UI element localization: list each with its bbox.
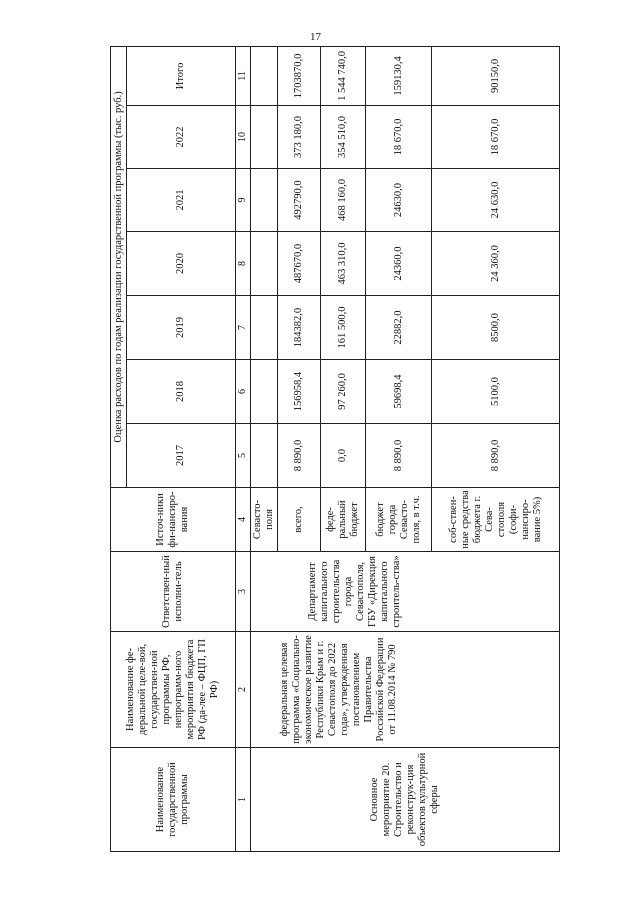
header-year: 2019: [127, 296, 236, 360]
index-cell: 4: [236, 488, 251, 552]
header-group: Оценка расходов по годам реализации государственной программы (тыс. руб.): [111, 46, 127, 487]
value-cell: 373 180,0: [278, 106, 321, 169]
source-cell: феде-ральный бюджет: [321, 488, 366, 552]
value-cell: 184382,0: [278, 296, 321, 360]
value-cell: [251, 424, 278, 488]
header-total: Итого: [127, 46, 236, 105]
value-cell: 5100,0: [432, 360, 560, 424]
page-number: 17: [310, 31, 321, 43]
budget-table: [110, 46, 560, 852]
value-cell: 0,0: [321, 424, 366, 488]
value-cell: [251, 106, 278, 169]
value-cell: 18 670,0: [366, 106, 432, 169]
value-cell: 59698,4: [366, 360, 432, 424]
source-cell: Севасто-поля: [251, 488, 278, 552]
header-program: Наименование государственной программы: [111, 748, 236, 852]
value-cell: [251, 296, 278, 360]
value-cell: 492790,0: [278, 169, 321, 232]
value-cell: 8500,0: [432, 296, 560, 360]
value-cell: 161 500,0: [321, 296, 366, 360]
index-cell: 1: [236, 748, 251, 852]
value-cell: 463 310,0: [321, 232, 366, 296]
fcp-cell: федеральная целевая программа «Социально-экономическое развитие Республики Крым и г. Севастополя до 2022 года», утвержденная постановлением Правительства Российской Федерации от 11.08.2014 № 790: [251, 632, 560, 748]
value-cell: 156958,4: [278, 360, 321, 424]
index-cell: 3: [236, 552, 251, 632]
index-cell: 7: [236, 296, 251, 360]
source-cell: соб-ствен-ные средства бюджета г. Сева-стополя (софи-нансиро-вание 5%): [432, 488, 560, 552]
value-cell: 468 160,0: [321, 169, 366, 232]
index-cell: 5: [236, 424, 251, 488]
value-cell: 97 260,0: [321, 360, 366, 424]
value-cell: 487670,0: [278, 232, 321, 296]
index-cell: 9: [236, 169, 251, 232]
header-year: 2017: [127, 424, 236, 488]
value-cell: 8 890,0: [278, 424, 321, 488]
value-cell: 1 544 740,0: [321, 46, 366, 105]
value-cell: 24360,0: [366, 232, 432, 296]
program-cell: Основное мероприятие 20. Строительство и реконструк-ция объектов культурной сферы: [251, 748, 560, 852]
index-cell: 8: [236, 232, 251, 296]
value-cell: 24 630,0: [432, 169, 560, 232]
value-cell: 90150,0: [432, 46, 560, 105]
value-cell: [251, 360, 278, 424]
header-year: 2021: [127, 169, 236, 232]
source-cell: бюджет города Севасто-поля, в т.ч.: [366, 488, 432, 552]
index-cell: 2: [236, 632, 251, 748]
source-cell: всего,: [278, 488, 321, 552]
index-cell: 11: [236, 46, 251, 105]
value-cell: 354 510,0: [321, 106, 366, 169]
index-cell: 6: [236, 360, 251, 424]
value-cell: 22882,0: [366, 296, 432, 360]
index-cell: 10: [236, 106, 251, 169]
value-cell: 8 890,0: [432, 424, 560, 488]
value-cell: 8 890,0: [366, 424, 432, 488]
rotated-table-container: [110, 47, 551, 852]
executor-cell: Департамент капитального строительства города Севастополя, ГБУ «Дирекция капитального строитель-ства»: [251, 552, 560, 632]
value-cell: 24630,0: [366, 169, 432, 232]
value-cell: 18 670,0: [432, 106, 560, 169]
value-cell: [251, 46, 278, 105]
value-cell: 159130,4: [366, 46, 432, 105]
header-fcp: Наименование фе-деральной целе-вой, государствен-ной программы РФ, непрограмм-ного мероприятия бюджета РФ (да-лее – ФЦП, ГП РФ): [111, 632, 236, 748]
value-cell: 24 360,0: [432, 232, 560, 296]
value-cell: [251, 232, 278, 296]
value-cell: [251, 169, 278, 232]
header-year: 2018: [127, 360, 236, 424]
value-cell: 1703870,0: [278, 46, 321, 105]
header-year: 2022: [127, 106, 236, 169]
header-year: 2020: [127, 232, 236, 296]
header-executor: Ответствен-ный исполни-тель: [111, 552, 236, 632]
header-source: Источ-ники фи-нансиро-вания: [111, 488, 236, 552]
